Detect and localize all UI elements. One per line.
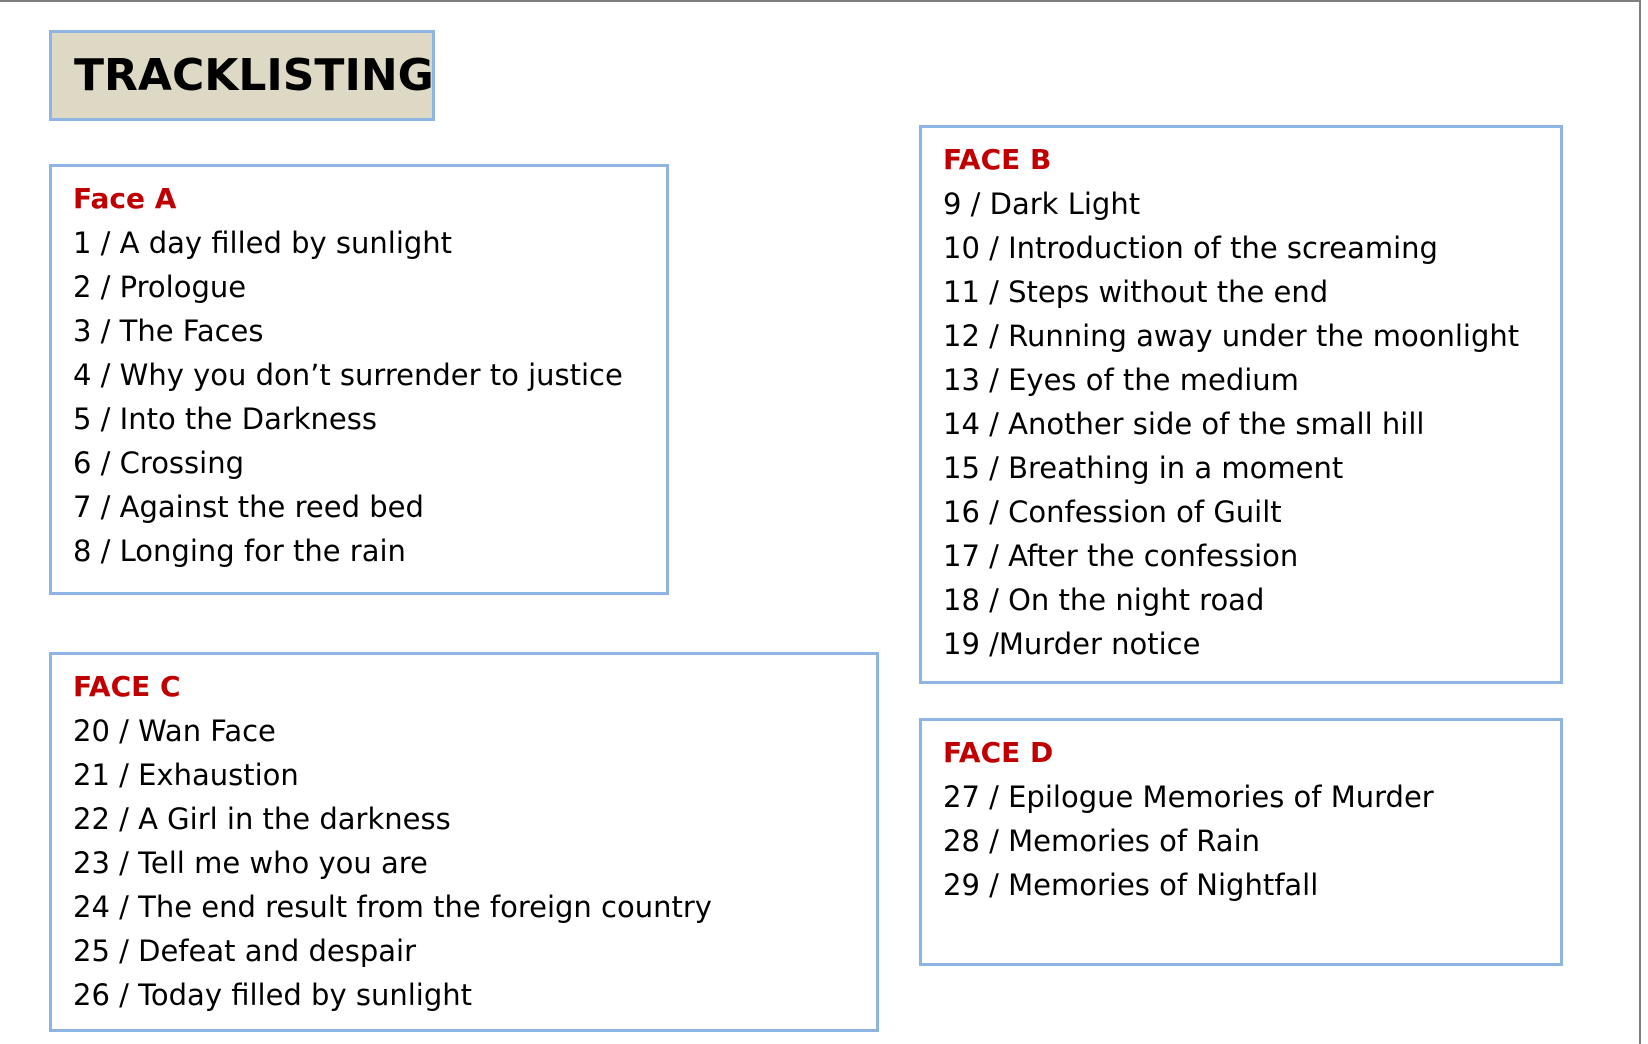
track-item: 2 / Prologue: [73, 270, 247, 304]
track-item: 24 / The end result from the foreign country: [73, 890, 712, 924]
track-item: 9 / Dark Light: [943, 187, 1141, 221]
face-b-panel: [919, 125, 1563, 684]
track-item: 17 / After the confession: [943, 539, 1299, 573]
track-item: 1 / A day filled by sunlight: [73, 226, 453, 260]
track-item: 5 / Into the Darkness: [73, 402, 377, 436]
page-title: TRACKLISTING: [74, 50, 434, 101]
face-d-title: FACE D: [943, 736, 1054, 769]
track-item: 18 / On the night road: [943, 583, 1265, 617]
track-item: 22 / A Girl in the darkness: [73, 802, 451, 836]
track-item: 6 / Crossing: [73, 446, 244, 480]
track-item: 21 / Exhaustion: [73, 758, 299, 792]
track-item: 20 / Wan Face: [73, 714, 276, 748]
tracklisting-header: [49, 30, 435, 121]
track-item: 23 / Tell me who you are: [73, 846, 428, 880]
face-c-panel: [49, 652, 879, 1032]
track-item: 14 / Another side of the small hill: [943, 407, 1425, 441]
face-d-panel: [919, 718, 1563, 966]
track-item: 28 / Memories of Rain: [943, 824, 1261, 858]
track-item: 4 / Why you don’t surrender to justice: [73, 358, 623, 392]
face-c-title: FACE C: [73, 670, 181, 703]
track-item: 12 / Running away under the moonlight: [943, 319, 1520, 353]
track-item: 29 / Memories of Nightfall: [943, 868, 1319, 902]
track-item: 19 /Murder notice: [943, 627, 1201, 661]
face-b-title: FACE B: [943, 143, 1052, 176]
track-item: 3 / The Faces: [73, 314, 264, 348]
track-item: 8 / Longing for the rain: [73, 534, 406, 568]
track-item: 25 / Defeat and despair: [73, 934, 416, 968]
track-item: 7 / Against the reed bed: [73, 490, 424, 524]
track-item: 26 / Today filled by sunlight: [73, 978, 472, 1012]
track-item: 27 / Epilogue Memories of Murder: [943, 780, 1434, 814]
face-a-panel: [49, 164, 669, 595]
track-item: 13 / Eyes of the medium: [943, 363, 1299, 397]
track-item: 10 / Introduction of the screaming: [943, 231, 1438, 265]
face-a-title: Face A: [73, 182, 177, 215]
track-item: 15 / Breathing in a moment: [943, 451, 1344, 485]
track-item: 16 / Confession of Guilt: [943, 495, 1282, 529]
track-item: 11 / Steps without the end: [943, 275, 1329, 309]
